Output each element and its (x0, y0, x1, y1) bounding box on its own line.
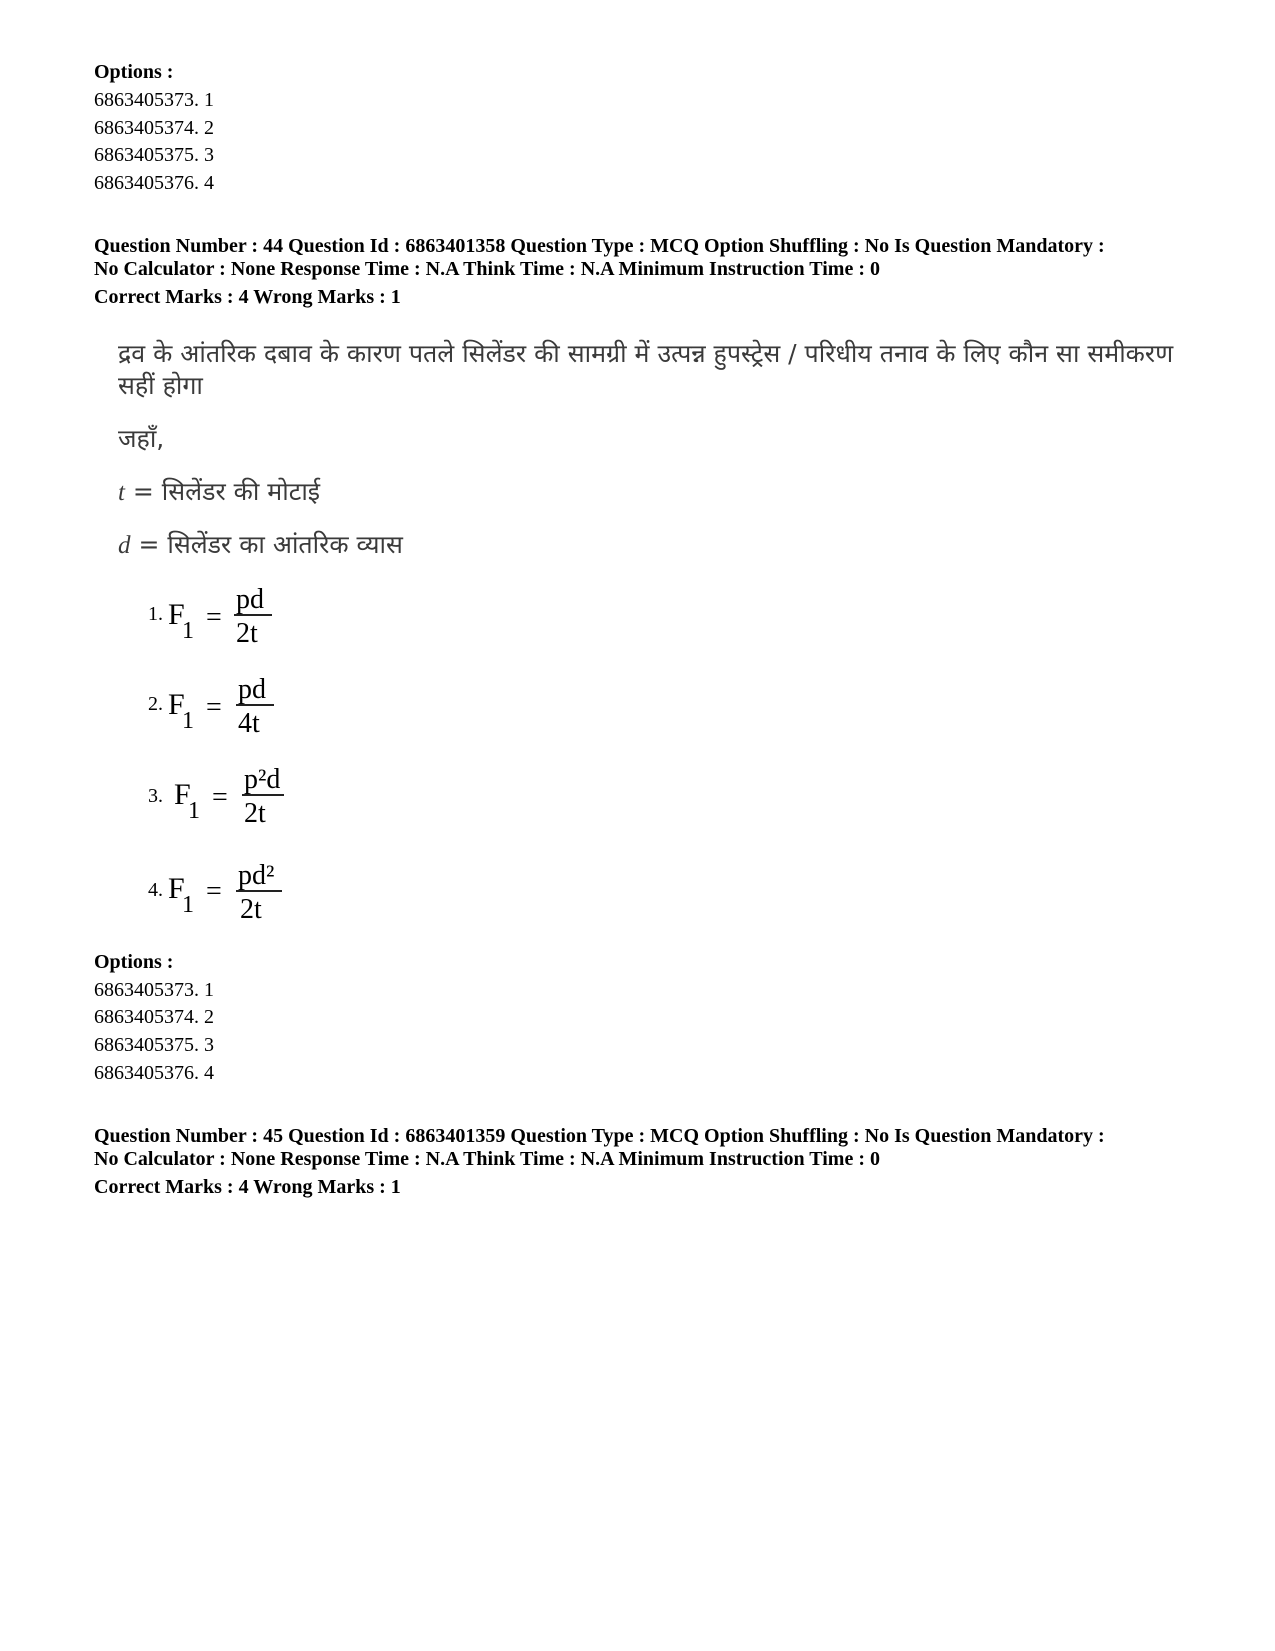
question-header-line1: Question Number : 44 Question Id : 6863401358 Question Type : MCQ Option Shuffling : No Is Question Mandatory : (94, 235, 1105, 257)
definition-t (118, 477, 320, 508)
question-marks: Correct Marks : 4 Wrong Marks : 1 (94, 286, 401, 308)
formula-lhs: F (168, 688, 185, 721)
formula-subscript: 1 (182, 618, 194, 644)
option-item: 6863405376. 4 (94, 1062, 214, 1084)
formula-numerator: p²d (244, 764, 281, 795)
formula-option-2 (148, 672, 308, 738)
formula-numerator: pd (236, 584, 264, 615)
variable-t: t (118, 479, 125, 506)
formula-number: 3. (148, 785, 163, 807)
option-item: 6863405374. 2 (94, 117, 214, 139)
formula-denominator: 2t (236, 618, 258, 648)
formula-lhs: F (168, 598, 185, 631)
question-header-line2: No Calculator : None Response Time : N.A Think Time : N.A Minimum Instruction Time : 0 (94, 1148, 880, 1170)
formula-equals: = (206, 876, 222, 907)
formula-number: 4. (148, 879, 163, 901)
formula-denominator: 2t (244, 798, 266, 829)
formula-number: 2. (148, 693, 163, 715)
question-header-line1: Question Number : 45 Question Id : 6863401359 Question Type : MCQ Option Shuffling : No Is Question Mandatory : (94, 1125, 1105, 1147)
variable-d: d (118, 532, 131, 559)
where-label: जहाँ, (118, 424, 165, 453)
question-text-line1: द्रव के आंतरिक दबाव के कारण पतले सिलेंडर की सामग्री में उत्पन्न हुपस्ट्रेस / परिधीय तनाव के लिए कौन सा समीकरण (118, 339, 1174, 368)
formula-option-3 (148, 760, 318, 830)
definition-t-text: = सिलेंडर की मोटाई (124, 477, 321, 506)
options-label: Options : (94, 61, 174, 83)
formula-lhs: F (168, 872, 185, 905)
formula-numerator: pd (238, 674, 266, 705)
definition-d-text: = सिलेंडर का आंतरिक व्यास (130, 530, 403, 559)
formula-number: 1. (148, 603, 163, 625)
question-header-line2: No Calculator : None Response Time : N.A Think Time : N.A Minimum Instruction Time : 0 (94, 258, 880, 280)
formula-equals: = (206, 602, 222, 633)
formula-denominator: 4t (238, 708, 260, 738)
formula-equals: = (212, 782, 228, 813)
formula-lhs: F (174, 778, 191, 811)
formula-subscript: 1 (188, 798, 200, 824)
option-item: 6863405376. 4 (94, 172, 214, 194)
option-item: 6863405373. 1 (94, 89, 214, 111)
formula-equals: = (206, 692, 222, 723)
question-marks: Correct Marks : 4 Wrong Marks : 1 (94, 1176, 401, 1198)
option-item: 6863405373. 1 (94, 979, 214, 1001)
question-text-line2: सहीं होगा (118, 371, 203, 400)
formula-numerator: pd² (238, 860, 275, 891)
option-item: 6863405375. 3 (94, 1034, 214, 1056)
formula-subscript: 1 (182, 892, 194, 918)
formula-subscript: 1 (182, 708, 194, 734)
option-item: 6863405375. 3 (94, 144, 214, 166)
formula-option-1 (148, 582, 308, 648)
formula-denominator: 2t (240, 894, 262, 925)
option-item: 6863405374. 2 (94, 1006, 214, 1028)
options-label: Options : (94, 951, 174, 973)
formula-option-4 (148, 856, 318, 926)
definition-d (118, 530, 403, 561)
